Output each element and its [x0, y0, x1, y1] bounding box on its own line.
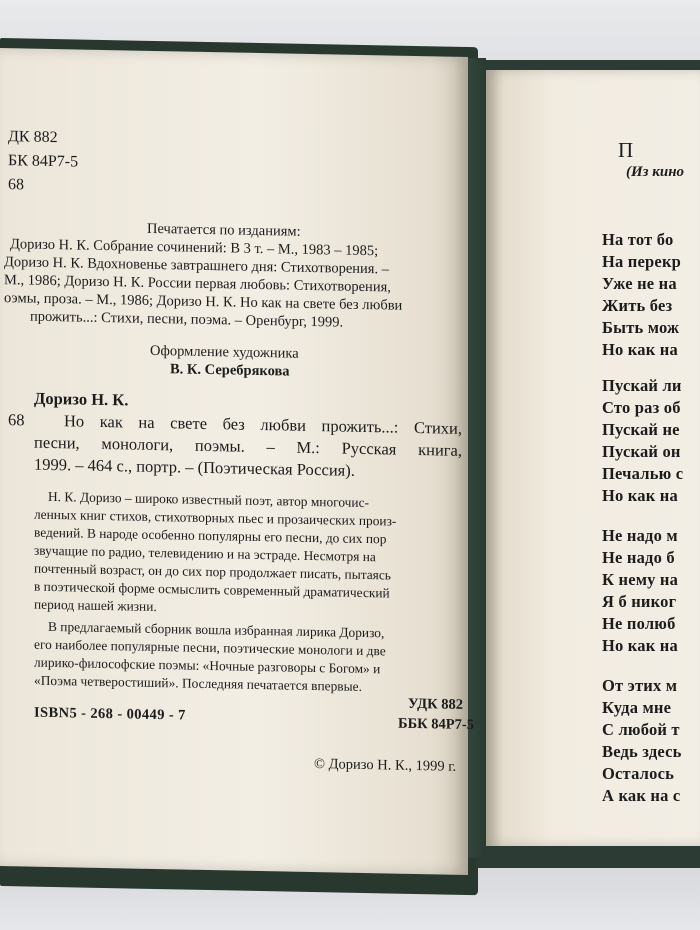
udc-code-bottom: УДК 882 — [408, 695, 464, 713]
imprint-page-content — [0, 48, 474, 875]
poem-line: Сто раз об — [602, 398, 681, 417]
poem-line: Жить без — [602, 296, 673, 315]
poem-title: П — [618, 138, 636, 162]
annotation-line-3: ведений. В народе особенно популярны его песни, до сих пор — [34, 524, 387, 547]
poem-line: Не надо м — [602, 526, 678, 545]
author-heading: Доризо Н. К. — [34, 388, 129, 410]
bib-line-1: Но как на свете без любви прожить...: Стихи, — [64, 411, 462, 438]
annotation-line-11: «Поэма четверостиший». Последняя печатается впервые. — [34, 672, 362, 694]
poem-line: Куда мне — [602, 698, 672, 717]
editions-heading: Печатается по изданиям: — [147, 220, 301, 240]
annotation-line-8: В предлагаемый сборник вошла избранная лирика Доризо, — [48, 618, 385, 641]
poem-line: Но как на — [602, 636, 678, 655]
poem-line: Пускай не — [602, 420, 680, 439]
bib-line-2: песни, монологи, поэмы. – М.: Русская книга, — [34, 432, 462, 460]
poem-line: А как на с — [602, 786, 681, 805]
poem-line: Но как на — [602, 340, 678, 359]
edition-line-3: М., 1986; Доризо Н. К. России первая любовь: Стихотворения, — [4, 272, 391, 296]
edition-line-4: оэмы, проза. – М., 1986; Доризо Н. К. Но как на свете без любви — [4, 290, 403, 314]
annotation-line-1: Н. К. Доризо – широко известный поэт, автор многочис- — [48, 488, 369, 511]
poem-line: Но как на — [602, 486, 678, 505]
poem-line: Не полюб — [602, 614, 676, 633]
annotation-line-10: лирико-философские поэмы: «Ночные разговоры с Богом» и — [34, 654, 381, 677]
annotation-line-2: ленных книг стихов, стихотворных пьес и прозаических произ- — [34, 506, 397, 529]
udc-code-top: ДК 882 — [8, 128, 58, 147]
bbk-code-top: БК 84Р7-5 — [8, 152, 79, 171]
design-label: Оформление художника — [150, 342, 299, 362]
copyright-notice: © Доризо Н. К., 1999 г. — [314, 756, 457, 775]
poem-line: Пускай он — [602, 442, 681, 461]
left-page — [0, 48, 474, 875]
poem-line: Ведь здесь — [602, 742, 682, 761]
poem-page-content — [486, 70, 700, 846]
poem-line: На перекр — [602, 252, 682, 271]
annotation-line-5: почтенный возраст, он до сих пор продолжает писать, пытаясь — [34, 560, 391, 583]
poem-line: С любой т — [602, 720, 680, 739]
annotation-line-9: его наиболее популярные песни, поэтические монологи и две — [34, 636, 386, 659]
author-mark-top: 68 — [8, 176, 24, 194]
right-page — [486, 70, 700, 846]
poem-line: Печалью с — [602, 464, 684, 483]
book-spine-gutter — [468, 58, 486, 858]
isbn: ISBN5 - 268 - 00449 - 7 — [34, 704, 186, 724]
annotation-line-4: звучащие по радио, телевидению и на эстраде. Несмотря на — [34, 542, 376, 565]
author-mark: 68 — [8, 410, 25, 430]
poem-line: Быть мож — [602, 318, 680, 337]
bbk-code-bottom: ББК 84Р7-5 — [398, 715, 474, 734]
poem-line: От этих м — [602, 676, 678, 695]
poem-line: Уже не на — [602, 274, 677, 293]
edition-line-1: Доризо Н. К. Собрание сочинений: В 3 т. – М., 1983 – 1985; — [10, 236, 379, 260]
designer-name: В. К. Серебрякова — [170, 361, 290, 380]
poem-subtitle: (Из кино — [626, 164, 685, 180]
poem-line: Пускай ли — [602, 376, 682, 395]
poem-line: Я б никог — [602, 592, 677, 611]
poem-line: На тот бо — [602, 230, 674, 249]
edition-line-2: Доризо Н. К. Вдохновенье завтрашнего дня: Стихотворения. – — [4, 254, 389, 278]
annotation-line-7: период нашей жизни. — [34, 596, 157, 615]
annotation-line-6: в поэтической форме осмыслить современный драматический — [34, 578, 390, 601]
poem-line: Не надо б — [602, 548, 675, 567]
poem-line: К нему на — [602, 570, 679, 589]
edition-line-5: прожить...: Стихи, песни, поэма. – Оренбург, 1999. — [30, 308, 344, 331]
poem-line: Осталось — [602, 764, 675, 783]
bib-line-3: 1999. – 464 с., портр. – (Поэтическая Россия). — [34, 454, 355, 480]
